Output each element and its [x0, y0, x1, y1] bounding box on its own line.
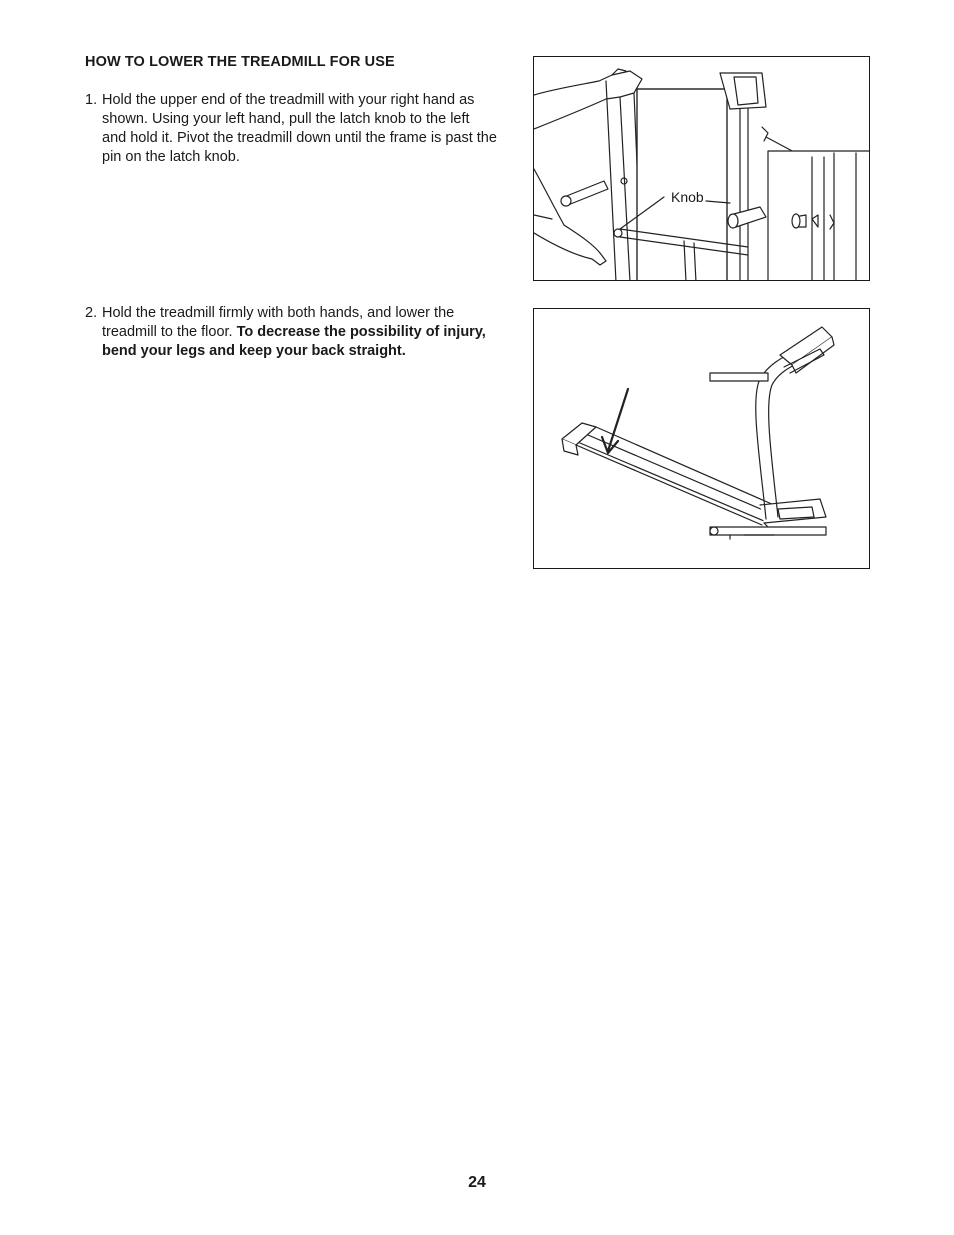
- step-1-number: 1.: [85, 92, 98, 108]
- figure-lower-treadmill: [533, 308, 870, 569]
- step-1: [85, 91, 497, 167]
- page-number: 24: [468, 1174, 486, 1191]
- section-heading: HOW TO LOWER THE TREADMILL FOR USE: [85, 54, 395, 70]
- step-2-number: 2.: [85, 305, 98, 321]
- figure-latch-knob: [533, 56, 870, 281]
- step-2-warning: To decrease the possibility of injury, bend your legs and keep your back straight.: [102, 324, 486, 359]
- latch-knob-illustration: [534, 57, 870, 281]
- step-2: [85, 304, 497, 361]
- lower-treadmill-illustration: [534, 309, 870, 569]
- knob-label: Knob: [671, 189, 704, 205]
- step-2-body: [85, 304, 497, 361]
- step-1-text: Hold the upper end of the treadmill with your right hand as shown. Using your left hand, pull the latch knob to the left and hold it. Pivot the treadmill down until the frame is past the pin on the latch knob.: [102, 92, 497, 165]
- step-2-text: Hold the treadmill firmly with both hands, and lower the treadmill to the floor.: [102, 305, 455, 340]
